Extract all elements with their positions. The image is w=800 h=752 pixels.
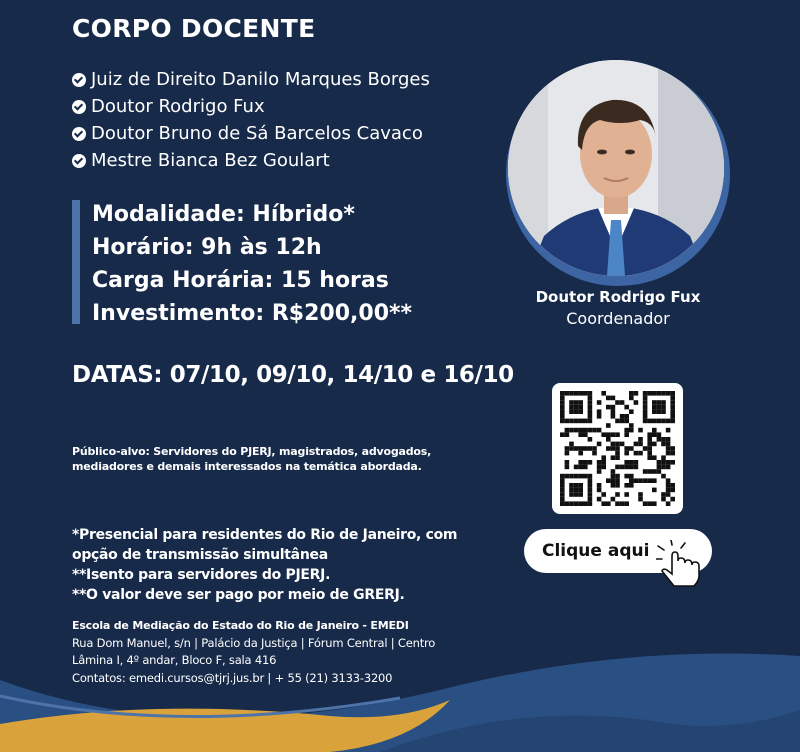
school-address-line: Lâmina I, 4º andar, Bloco F, sala 416	[72, 653, 277, 667]
modality-text: Modalidade: Híbrido*	[92, 202, 355, 227]
faculty-member-name: Juiz de Direito Danilo Marques Borges	[91, 69, 430, 90]
course-dates: DATAS: 07/10, 09/10, 14/10 e 16/10	[72, 362, 514, 388]
audience-line: Público-alvo: Servidores do PJERJ, magistrados, advogados,	[72, 445, 432, 458]
faculty-member-name: Mestre Bianca Bez Goulart	[91, 150, 330, 171]
audience-line: mediadores e demais interessados na temática abordada.	[72, 460, 422, 473]
info-accent-bar	[72, 200, 80, 324]
qr-code[interactable]	[560, 391, 675, 506]
schedule-text: Horário: 9h às 12h	[92, 235, 322, 260]
faculty-title: CORPO DOCENTE	[72, 14, 316, 43]
coordinator-name: Doutor Rodrigo Fux	[535, 288, 701, 306]
faculty-item	[72, 120, 430, 147]
check-circle-icon	[72, 127, 86, 141]
workload-text: Carga Horária: 15 horas	[92, 268, 389, 293]
price-text: Investimento: R$200,00**	[92, 301, 413, 326]
faculty-member-name: Doutor Bruno de Sá Barcelos Cavaco	[91, 123, 423, 144]
decorative-waves	[0, 640, 800, 752]
faculty-item	[72, 66, 430, 93]
check-circle-icon	[72, 154, 86, 168]
footnotes	[72, 525, 492, 605]
school-contacts: Contatos: emedi.cursos@tjrj.jus.br | + 55 (21) 3133-3200	[72, 670, 393, 685]
faculty-member-name: Doutor Rodrigo Fux	[91, 96, 265, 117]
faculty-item	[72, 147, 430, 174]
footnote-line: **O valor deve ser pago por meio de GRERJ.	[72, 587, 405, 603]
course-info	[92, 198, 412, 330]
target-audience	[72, 444, 502, 474]
coordinator-role: Coordenador	[566, 309, 670, 328]
check-circle-icon	[72, 100, 86, 114]
school-address-line: Rua Dom Manuel, s/n | Palácio da Justiça | Fórum Central | Centro	[72, 635, 436, 650]
click-here-label: Clique aqui	[542, 541, 650, 561]
school-name: Escola de Mediação do Estado do Rio de Janeiro - EMEDI	[72, 619, 409, 632]
pointer-hand-icon	[656, 540, 712, 592]
footnote-line: *Presencial para residentes do Rio de Janeiro, com	[72, 527, 458, 543]
footnote-line: **Isento para servidores do PJERJ.	[72, 567, 331, 583]
faculty-item	[72, 93, 430, 120]
check-circle-icon	[72, 73, 86, 87]
faculty-list	[72, 66, 430, 174]
footnote-line: opção de transmissão simultânea	[72, 547, 328, 563]
coordinator-photo	[508, 60, 724, 276]
